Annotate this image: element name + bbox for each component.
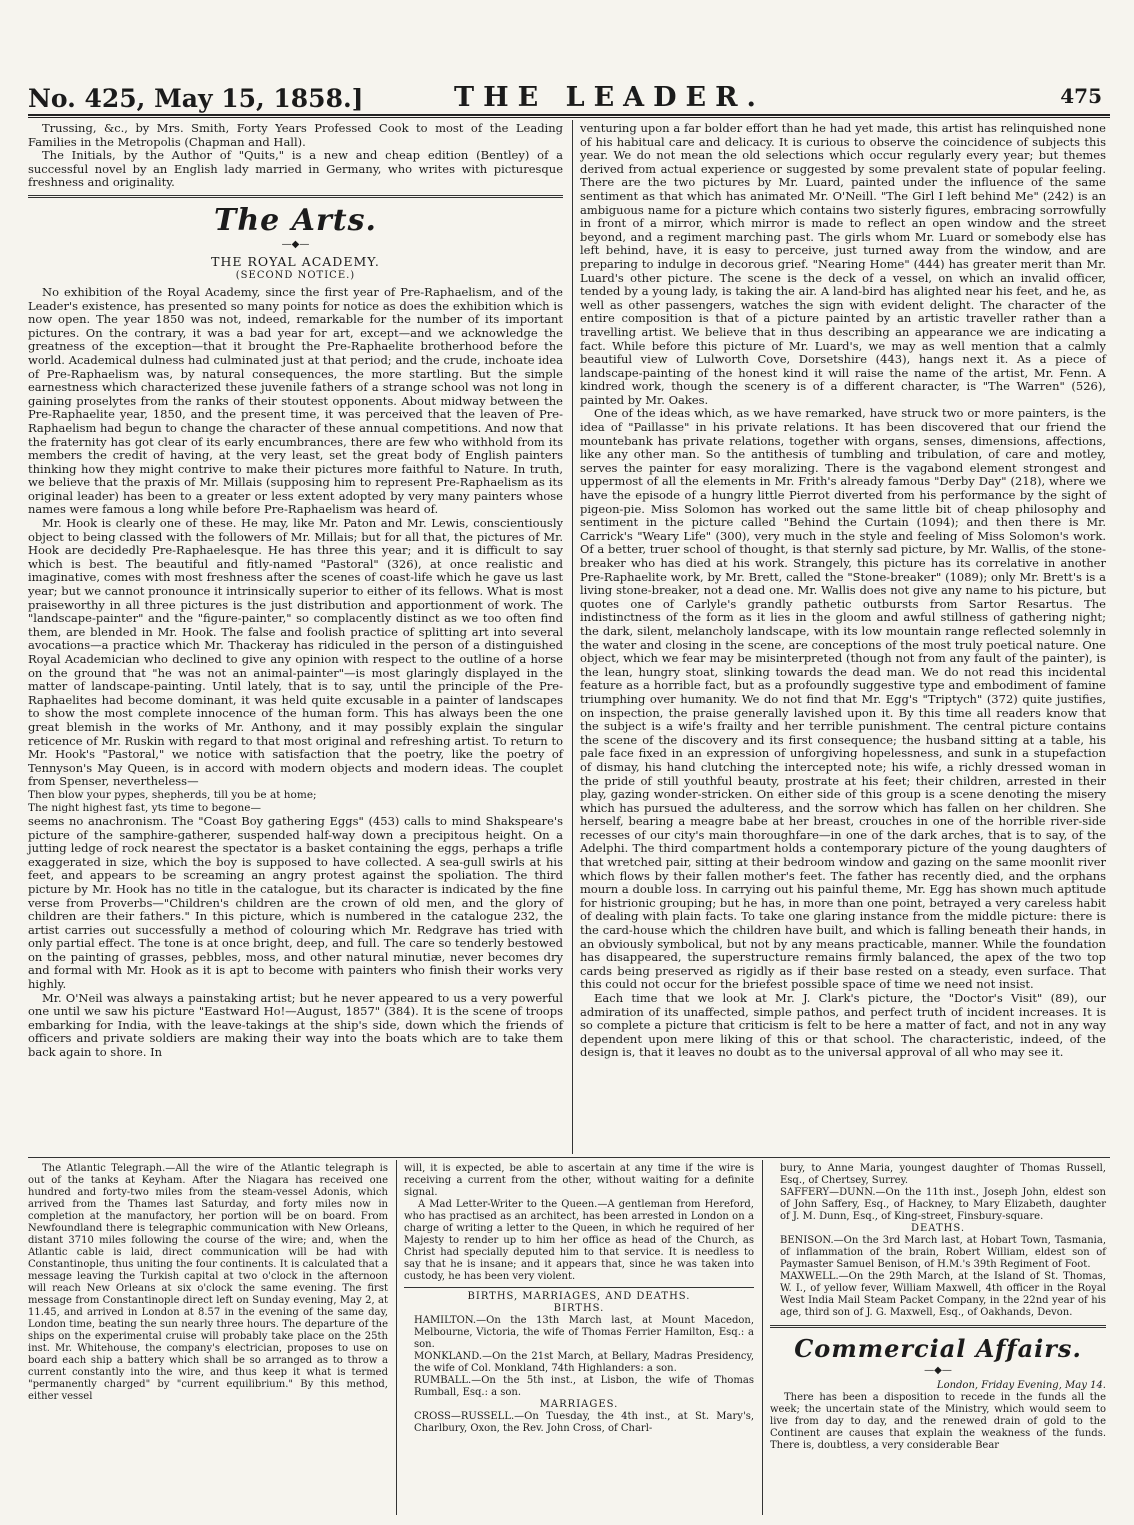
arts-paragraph-1: No exhibition of the Royal Academy, since the first year of Pre-Raphaelism, and of the Leader's existence, has presented so many points for notice as does the exhibition which is now open. The year 1850 was not, indeed, remarkable for the number of its important pictures. On the contrary, it was a bad year for art, except—and we acknowledge the greatness of the exception—that it brought the Pre-Raphaelite brotherhood before the world. Academical dulness had culminated just at that period; and the crude, inchoate idea of Pre-Raphaelism was, by natural consequences, the more startling. But the simple earnestness which characterized these juvenile fathers of a strange school was not long in gaining proselytes from the ranks of their stoutest opponents. About midway between the Pre-Raphaelite year, 1850, and the present time, it was perceived that the leaven of Pre-Raphaelism had begun to change the character of these annual competitions. And now that the fraternity has got clear of its early encumbrances, there are few who withhold from its members the credit of having, at the very least, set the great body of English painters thinking how they might contrive to make their pictures more faithful to Nature. In truth, we believe that the praxis of Mr. Millais (supposing him to represent Pre-Raphaelism as its original leader) has been to a greater or less extent adopted by very many painters whose names were famous a long while before Pre-Raphaelism was heard of. bbox=[28, 284, 563, 517]
spenser-verse-line-1: Then blow your pypes, shepherds, till you be at home; bbox=[28, 788, 317, 801]
commercial-affairs-heading: Commercial Affairs. bbox=[794, 1334, 1082, 1363]
commercial-dateline: London, Friday Evening, May 14. bbox=[936, 1380, 1106, 1391]
arts-paragraph-4: Mr. O'Neil was always a painstaking artist; but he never appeared to us a very powerful one until we saw his picture "Eastward Ho!—August, 1857" (384). It is the scene of troops embarking for India, with the leave-takings at the ship's side, down which the friends of officers and private soldiers are making their way into the boats which are to take them back again to shore. In bbox=[28, 990, 563, 1060]
left-column bbox=[28, 122, 563, 1060]
newspaper-title: THE LEADER. bbox=[454, 82, 765, 113]
bmd-heading: BIRTHS, MARRIAGES, AND DEATHS. bbox=[467, 1291, 691, 1302]
births-heading: BIRTHS. bbox=[553, 1303, 605, 1314]
death-notice-maxwell: MAXWELL.—On the 29th March, at the Island of St. Thomas, W. I., of yellow fever, William Maxwell, 4th officer in the Royal West India Mail Steam Packet Company, in the 22nd year of his age, third son of J. G. Maxwell, Esq., of Oakhands, Devon. bbox=[780, 1271, 1106, 1318]
atlantic-telegraph-continued: will, it is expected, be able to ascertain at any time if the wire is receiving a current from the other, without waiting for a definite signal. bbox=[404, 1163, 754, 1198]
page-number: 475 bbox=[1060, 84, 1102, 108]
marriages-heading: MARRIAGES. bbox=[539, 1399, 619, 1410]
issue-number: No. 425, May 15, 1858.] bbox=[28, 84, 364, 113]
lower-section-rule bbox=[28, 1157, 1110, 1158]
arts-continued-paragraph-2: One of the ideas which, as we have remarked, have struck two or more painters, is the idea of "Paillasse" in his private relations. It has been discovered that our friend the mountebank has private relations, together with organs, senses, dimensions, affections, like any other man. So the antithesis of tumbling and tribulation, of care and motley, serves the painter for easy moralizing. There is the vagabond element strongest and uppermost of all the elements in Mr. Frith's already famous "Derby Day" (218), where we have the episode of a hungry little Pierrot diverted from his performance by the sight of pigeon-pie. Miss Solomon has worked out the same little bit of cheap philosophy and sentiment in the picture called "Behind the Curtain (1094); and then there is Mr. Carrick's "Weary Life" (300), very much in the style and feeling of Miss Solomon's work. Of a better, truer school of thought, is that sternly sad picture, by Mr. Wallis, of the stone-breaker who has died at his work. Strangely, this picture has its correlative in another Pre-Raphaelite work, by Mr. Brett, called the "Stone-breaker" (1089); only Mr. Brett's is a living stone-breaker, not a dead one. Mr. Wallis does not give any name to his picture, but quotes one of Carlyle's grandly pathetic outbursts from Sartor Resartus. The indistinctness of the form as it lies in the gloom and awful stillness of gathering night; the dark, silent, melancholy landscape, with its low mountain range reflected solemnly in the water and closing in the scene, are conceptions of the most truly poetical nature. One object, which we fear may be misinterpreted (though not from any fault of the painter), is the lean, hungry stoat, slinking towards the dead man. We do not read this incidental feature as a horrible fact, but as a profoundly suggestive type and embodiment of famine triumphing over humanity. We do not find that Mr. Egg's "Triptych" (372) quite justifies, on inspection, the praise generally lavished upon it. By this time all readers know that the subject is a wife's frailty and her terrible punishment. The central picture contains the scene of the discovery and its first consequence; the husband sitting at a table, his pale face fixed in an expression of unforgiving hopelessness, and sunk in a stupefaction of dismay, his hand clutching the intercepted note; his wife, a richly dressed woman in the pride of still youthful beauty, prostrate at his feet; their children, arrested in their play, gazing wonder-stricken. On either side of this group is a scene denoting the misery which has pursued the adulteress, and the sorrow which has fallen on her children. She herself, bearing a meagre babe at her breast, crouches in one of the horrible river-side recesses of our city's main thoroughfare—in one of the dark arches, that is to say, of the Adelphi. The third compartment holds a contemporary picture of the young daughters of that wretched pair, sitting at their bedroom window and gazing on the same moonlit river which flows by their fallen mother's feet. The father has recently died, and the orphans mourn a double loss. In carrying out his painful theme, Mr. Egg has shown much aptitude for histrionic grouping; but he has, in more than one point, betrayed a very careless habit of dealing with plain facts. To take one glaring instance from the middle picture: there is the card-house which the children have built, and which is falling beneath their hands, in an obviously symbolical, but not by any means practicable, manner. While the foundation has disappeared, the superstructure remains firmly balanced, the apex of the two top cards being preserved as rigidly as if their base rested on a steady, even surface. That this could not occur for the briefest possible space of time we need not insist. bbox=[580, 406, 1106, 992]
arts-paragraph-3: seems no anachronism. The "Coast Boy gathering Eggs" (453) calls to mind Shakspeare's picture of the samphire-gatherer, suspended half-way down a precipitous height. On a jutting ledge of rock nearest the spectator is a basket containing the eggs, perhaps a trifle exaggerated in size, which the boy is supposed to have collected. A sea-gull swirls at his feet, and appears to be screaming an angry protest against the spoliation. The third picture by Mr. Hook has no title in the catalogue, but its character is indicated by the fine verse from Proverbs—"Children's children are the crown of old men, and the glory of children are their fathers." In this picture, which is numbered in the catalogue 232, the artist carries out successfully a method of colouring which Mr. Redgrave has tried with only partial effect. The tone is at once bright, deep, and full. The care so tenderly bestowed on the painting of grasses, pebbles, moss, and other natural minutiæ, never becomes dry and formal with Mr. Hook as it is apt to become with painters who finish their works very highly. bbox=[28, 813, 563, 992]
marriage-notice-continued: bury, to Anne Maria, youngest daughter of Thomas Russell, Esq., of Chertsey, Surrey. bbox=[780, 1163, 1106, 1186]
bottom-column-2 bbox=[404, 1163, 754, 1435]
birth-notice-monkland: MONKLAND.—On the 21st March, at Bellary, Madras Presidency, the wife of Col. Monkland, 74th Highlanders: a son. bbox=[414, 1351, 754, 1374]
masthead-rule-thin bbox=[28, 117, 1110, 118]
masthead bbox=[28, 78, 1108, 116]
birth-notice-hamilton: HAMILTON.—On the 13th March last, at Mount Macedon, Melbourne, Victoria, the wife of Thomas Ferrier Hamilton, Esq.: a son. bbox=[414, 1315, 754, 1350]
masthead-rule bbox=[28, 114, 1110, 116]
commercial-article: There has been a disposition to recede in the funds all the week; the uncertain state of the Ministry, which would seem to live from day to day, and the renewed drain of gold to the Continent are causes that explain the weakness of the funds. There is, doubtless, a very considerable Bear bbox=[770, 1392, 1106, 1451]
death-notice-benison: BENISON.—On the 3rd March last, at Hobart Town, Tasmania, of inflammation of the brain, Robert William, eldest son of Paymaster Samuel Benison, of H.M.'s 39th Regiment of Foot. bbox=[780, 1235, 1106, 1270]
arts-heading: The Arts. bbox=[214, 202, 377, 238]
marriage-notice-cross-russell: CROSS—RUSSELL.—On Tuesday, the 4th inst., at St. Mary's, Charlbury, Oxon, the Rev. John Cross, of Charl- bbox=[414, 1411, 754, 1434]
second-notice-label: (SECOND NOTICE.) bbox=[235, 269, 356, 281]
arts-continued-paragraph-3: Each time that we look at Mr. J. Clark's picture, the "Doctor's Visit" (89), our admiration of its unaffected, simple pathos, and perfect truth of incident increases. It is so complete a picture that criticism is felt to be here a matter of fact, and not in any way dependent upon mere liking of this or that school. The characteristic, indeed, of the design is, that it leaves no doubt as to the universal approval of all who may see it. bbox=[580, 991, 1106, 1060]
spenser-verse-line-2: The night highest fast, yts time to begone— bbox=[28, 801, 261, 814]
bottom-column-rule-2 bbox=[762, 1160, 763, 1515]
bottom-column-1 bbox=[28, 1163, 388, 1403]
deaths-heading: DEATHS. bbox=[910, 1223, 966, 1234]
bottom-column-rule-1 bbox=[396, 1160, 397, 1515]
birth-notice-rumball: RUMBALL.—On the 5th inst., at Lisbon, the wife of Thomas Rumball, Esq.: a son. bbox=[414, 1375, 754, 1398]
marriage-notice-saffery-dunn: SAFFERY—DUNN.—On the 11th inst., Joseph John, eldest son of John Saffery, Esq., of Hackney, to Mary Elizabeth, daughter of J. M. Dunn, Esq., of King-street, Finsbury-square. bbox=[780, 1187, 1106, 1222]
bottom-column-3 bbox=[770, 1163, 1106, 1452]
mad-letter-writer-article: A Mad Letter-Writer to the Queen.—A gentleman from Hereford, who has practised as an architect, has been arrested in London on a charge of writing a letter to the Queen, in which he required of her Majesty to render up to him her office as head of the Church, as Christ had specially deputed him to that service. It is needless to say that he is insane; and it appears that, since he was taken into custody, he has been very violent. bbox=[404, 1199, 754, 1282]
column-rule bbox=[572, 120, 573, 1154]
royal-academy-heading: THE ROYAL ACADEMY. bbox=[211, 253, 380, 269]
atlantic-telegraph-article: The Atlantic Telegraph.—All the wire of the Atlantic telegraph is out of the tanks at Keyham. After the Niagara has received one hundred and forty-two miles from the steam-vessel Adonis, which arrived from the Thames last Saturday, and forty miles now in completion at the manufactory, her portion will be on board. From Newfoundland there is telegraphic communication with New Orleans, distant 3710 miles following the course of the wire; and, when the Atlantic cable is laid, direct communication will be had with Constantinople, thus uniting the four continents. It is calculated that a message leaving the Turkish capital at two o'clock in the afternoon will reach New Orleans at six o'clock the same evening. The first message from Constantinople direct left on Sunday evening, May 2, at 11.45, and arrived in London at 8.57 in the evening of the same day, London time, beating the sun nearly three hours. The departure of the ships on the experimental cruise will probably take place on the 25th inst. Mr. Whitehouse, the company's electrician, proposes to use on board each ship a battery which shall be so arranged as to throw a current constantly into the wire, and thus keep it what is termed "permanently charged" by "current equilibrium." By this method, either vessel bbox=[28, 1163, 388, 1402]
book-notice-initials: The Initials, by the Author of "Quits," is a new and cheap edition (Bentley) of a successful novel by an English lady married in Germany, who writes with picturesque freshness and originality. bbox=[28, 148, 563, 190]
commercial-ornament: —◆— bbox=[924, 1365, 952, 1376]
bmd-divider bbox=[404, 1287, 754, 1288]
ornament-divider: —◆— bbox=[281, 238, 310, 250]
arts-continued-paragraph-1: venturing upon a far bolder effort than he had yet made, this artist has relinquished none of his habitual care and delicacy. It is curious to observe the coincidence of subjects this year. We do not mean the old selections which occur regularly every year; but themes derived from actual experience or suggested by some prevalent state of popular feeling. There are the two pictures by Mr. Luard, painted under the influence of the same sentiment as that which has animated Mr. O'Neill. "The Girl I left behind Me" (242) is an ambiguous name for a picture which contains two sisterly figures, embracing sorrowfully in front of a mirror, which mirror is made to reflect an open window and the street beyond, and a regiment marching past. The girls whom Mr. Luard or somebody else has left behind, have, it is easy to perceive, just turned away from the window, and are preparing to indulge in decorous grief. "Nearing Home" (444) has greater merit than Mr. Luard's other picture. The scene is the deck of a vessel, on which an invalid officer, tended by a young lady, is taking the air. A land-bird has alighted near his feet, and he, as well as other passengers, watches the sign with evident delight. The character of the entire composition is that of a picture painted by an artistic traveller rather than a travelling artist. We believe that in thus describing an appearance we are indicating a fact. While before this picture of Mr. Luard's, we may as well mention that a calmly beautiful view of Lulworth Cove, Dorsetshire (443), hangs next it. As a piece of landscape-painting of the honest kind it will raise the name of the artist, Mr. Fenn. A kindred work, though the scenery is of a different character, is "The Warren" (526), painted by Mr. Oakes. bbox=[580, 121, 1106, 407]
section-divider bbox=[28, 195, 563, 198]
right-column bbox=[580, 122, 1106, 1060]
commercial-divider bbox=[770, 1325, 1106, 1328]
book-notice-trussing: Trussing, &c., by Mrs. Smith, Forty Years Professed Cook to most of the Leading Families in the Metropolis (Chapman and Hall). bbox=[28, 121, 563, 149]
arts-paragraph-2: Mr. Hook is clearly one of these. He may, like Mr. Paton and Mr. Lewis, conscientiously object to being classed with the followers of Mr. Millais; but for all that, the pictures of Mr. Hook are decidedly Pre-Raphaelesque. He has three this year; and it is difficult to say which is best. The beautiful and fitly-named "Pastoral" (326), at once realistic and imaginative, comes with most freshness after the scenes of coast-life which he gave us last year; but we cannot pronounce it intrinsically superior to either of its fellows. What is most praiseworthy in all three pictures is the just distribution and apportionment of work. The "landscape-painter" and the "figure-painter," so complacently distinct as we too often find them, are blended in Mr. Hook. The false and foolish practice of splitting art into several avocations—a practice which Mr. Thackeray has ridiculed in the person of a distinguished Royal Academician who declined to give any opinion with respect to the outline of a horse on the ground that "he was not an animal-painter"—is most glaringly displayed in the matter of landscape-painting. Until lately, that is to say, until the principle of the Pre-Raphaelites had become dominant, it was held quite excusable in a painter of landscapes to show the most complete innocence of the human form. This has always been the one great blemish in the works of Mr. Anthony, and it may possibly explain the singular reticence of Mr. Ruskin with regard to that most original and refreshing artist. To return to Mr. Hook's "Pastoral," we notice with satisfaction that the poetry, like the poetry of Tennyson's May Queen, is in accord with modern objects and modern ideas. The couplet from Spenser, nevertheless— bbox=[28, 516, 563, 789]
